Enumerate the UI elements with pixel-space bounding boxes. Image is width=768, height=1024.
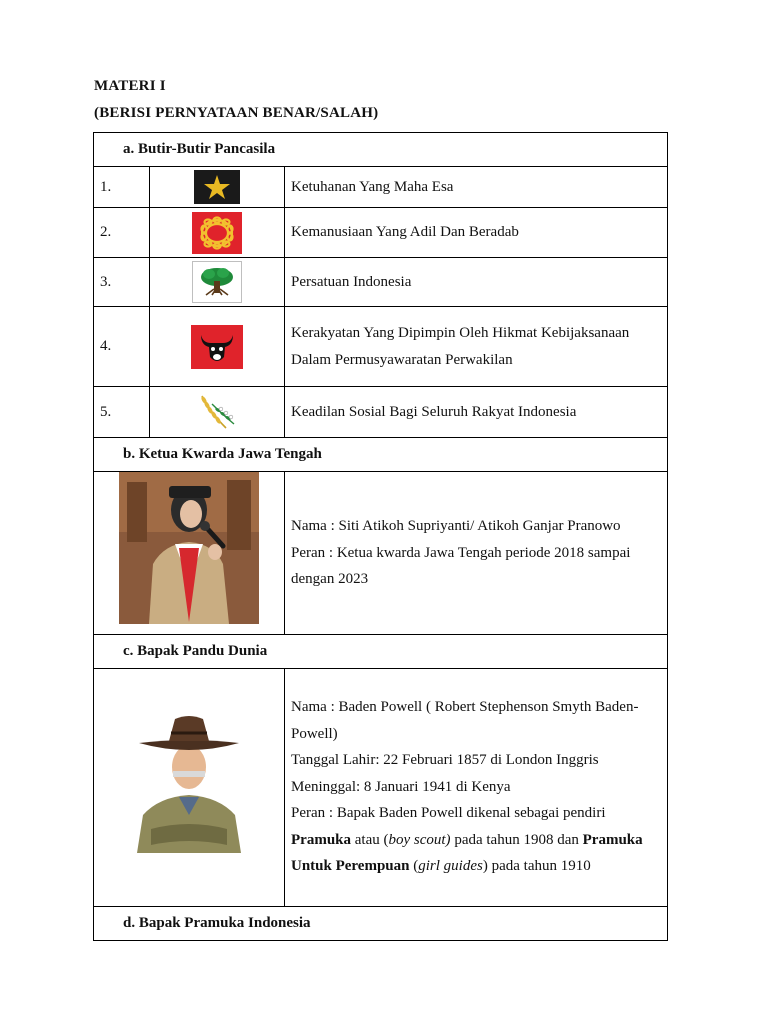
pandu-role-part: pada tahun 1908 dan <box>450 831 583 848</box>
pancasila-row <box>94 307 668 387</box>
pramuka-bold: Pramuka <box>291 831 351 848</box>
section-a-header-row <box>94 133 668 167</box>
kwarda-row <box>94 472 668 635</box>
section-b-heading: b. Ketua Kwarda Jawa Tengah <box>94 438 668 472</box>
pandu-role <box>291 800 661 880</box>
sila-text: Keadilan Sosial Bagi Seluruh Rakyat Indonesia <box>285 387 668 438</box>
document-subtitle: (BERISI PERNYATAAN BENAR/SALAH) <box>94 105 379 121</box>
row-number: 2. <box>94 208 150 258</box>
kwarda-role: Peran : Ketua kwarda Jawa Tengah periode 2018 sampai dengan 2023 <box>291 544 631 587</box>
symbol-cell <box>150 307 285 387</box>
pandu-role-part: atau ( <box>351 831 389 848</box>
pancasila-row <box>94 387 668 438</box>
boy-scout-italic: boy scout) <box>388 831 451 848</box>
pandu-role-part: ( <box>409 858 419 875</box>
sila-text: Persatuan Indonesia <box>285 258 668 307</box>
document-title: MATERI I <box>94 78 166 94</box>
row-number: 1. <box>94 167 150 208</box>
pandu-dunia-row <box>94 668 668 906</box>
pandu-role-part: ) pada tahun 1910 <box>482 858 591 875</box>
baden-powell-photo <box>94 711 284 863</box>
sila-text: Ketuhanan Yang Maha Esa <box>285 167 668 208</box>
kwarda-photo-cell <box>94 472 285 635</box>
section-c-header-row <box>94 634 668 668</box>
kwarda-leader-photo <box>94 472 284 634</box>
girl-guides-italic: girl guides <box>418 858 483 875</box>
symbol-cell <box>150 208 285 258</box>
section-d-heading: d. Bapak Pramuka Indonesia <box>94 906 668 940</box>
pandu-photo-cell <box>94 668 285 906</box>
section-b-header-row <box>94 438 668 472</box>
kwarda-name: Nama : Siti Atikoh Supriyanti/ Atikoh Ganjar Pranowo <box>291 518 621 534</box>
kwarda-info <box>285 472 668 635</box>
symbol-cell <box>150 167 285 208</box>
pandu-name: Nama : Baden Powell ( Robert Stephenson Smyth Baden-Powell) <box>291 699 639 742</box>
section-c-heading: c. Bapak Pandu Dunia <box>94 634 668 668</box>
rice-cotton-icon <box>194 390 240 434</box>
section-a-heading: a. Butir-Butir Pancasila <box>94 133 668 167</box>
pancasila-row <box>94 167 668 208</box>
pancasila-row <box>94 208 668 258</box>
bull-head-icon <box>191 325 243 369</box>
pandu-death: Meninggal: 8 Januari 1941 di Kenya <box>291 778 511 795</box>
row-number: 3. <box>94 258 150 307</box>
banyan-tree-icon <box>192 261 242 303</box>
row-number: 5. <box>94 387 150 438</box>
pandu-info <box>285 668 668 906</box>
row-number: 4. <box>94 307 150 387</box>
pandu-birth: Tanggal Lahir: 22 Februari 1857 di London Inggris <box>291 752 599 769</box>
pancasila-row <box>94 258 668 307</box>
symbol-cell <box>150 387 285 438</box>
pramuka-perempuan-bold: Pramuka Untuk Perempuan <box>291 831 643 875</box>
section-d-header-row <box>94 906 668 940</box>
content-table <box>93 132 668 941</box>
star-icon <box>194 170 240 204</box>
sila-text: Kemanusiaan Yang Adil Dan Beradab <box>285 208 668 258</box>
sila-text: Kerakyatan Yang Dipimpin Oleh Hikmat Kebijaksanaan Dalam Permusyawaratan Perwakilan <box>285 307 668 387</box>
chain-icon <box>192 212 242 254</box>
pandu-role-part: Peran : Bapak Baden Powell dikenal sebagai pendiri <box>291 805 606 822</box>
symbol-cell <box>150 258 285 307</box>
